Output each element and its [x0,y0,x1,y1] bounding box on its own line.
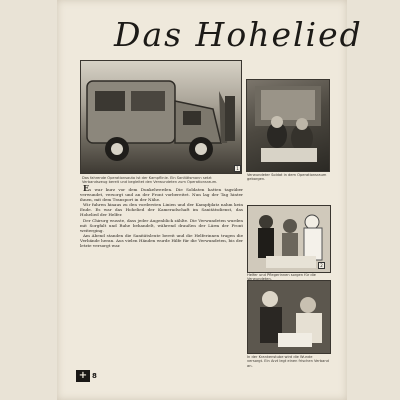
photo-caption: Verwundeter Soldat in dem Operationsraum geborgen. [247,173,327,182]
article-paragraph [80,184,243,202]
article-paragraph: Der Chirurg wusste, dass jeder Augenblick zählte. Die Verwundeten wurden mit Sorgfalt und Ruhe behandelt, während draußen der Lärm der Front weiterging. [80,217,243,233]
photo-marker: 1 [234,165,241,172]
photo-caption: In der Krankenstube wird die Wunde versorgt. Ein Arzt legt einen frischen Verband an. [247,355,329,368]
ambulance-photo [80,60,242,174]
article-paragraph: Wir fuhren hinaus zu den vordersten Linien und der Kampfplatz nahm kein Ende. Es war das Hohelied der Kameradschaft im Sanitätsdienst, das Hohelied der Helfer. [80,202,243,218]
drop-cap: E [83,184,90,193]
article-body [80,184,243,368]
article-paragraph: Am Abend standen die Sanitätsleute bereit und die Helferinnen trugen die Verbände heran. Aus vielen Händen wurde Hilfe für die Verwundeten, bis der letzte versorgt war. [80,232,243,249]
page-number: 8 [92,372,97,380]
bandage-photo [247,280,331,354]
article-title: Das Hohelied [114,15,363,54]
bandage-illustration [248,281,330,353]
operation-illustration [247,80,329,171]
red-cross-logo: + [76,370,90,382]
ambulance-illustration [81,61,241,173]
photo-caption: Das fahrende Operationsauto ist der Kampflinie. Ein Sanitätsmann setzt Verbandszeug bereit und begleitet den Verwundeten zum Operationsraum. [82,176,218,185]
photo-caption: Helfer und Pflegerinnen sorgen für die [247,273,316,277]
operation-photo [246,79,330,172]
paragraph-text: s war kurz vor dem Dunkelwerden. Die Soldaten hatten tagsüber verwundet, versorgt und an der Front vorbereitet. Nun lag der Tag hinter ihnen, mit dem Transport in der Nähe. [80,187,243,203]
photo-marker: 2 [318,262,325,269]
